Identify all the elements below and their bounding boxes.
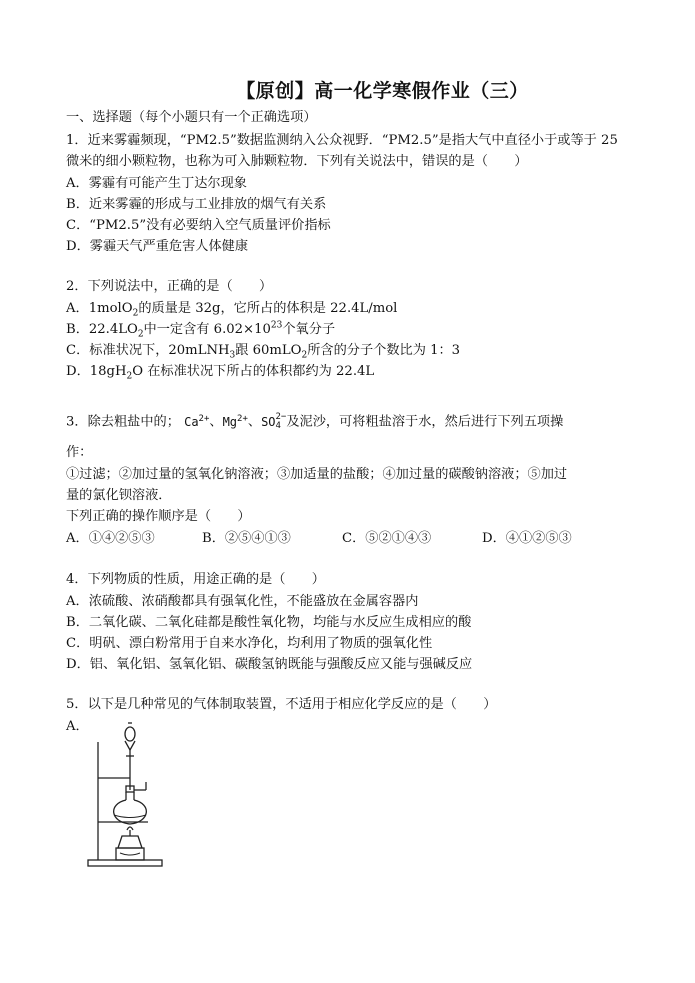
q4-option-b: B．二氧化碳、二氧化硅都是酸性氧化物，均能与水反应生成相应的酸	[66, 615, 472, 630]
q3-option-d: D．④①②⑤③	[482, 531, 572, 546]
q2-a-text: A．1molO	[66, 301, 133, 316]
q2-c-sub2: 2	[301, 350, 308, 361]
q3-option-b: B．②⑤④①③	[202, 531, 291, 546]
q2-option-b	[66, 322, 335, 338]
q2-a-text2: 的质量是 32g，它所占的体积是 22.4L/mol	[138, 301, 398, 316]
q2-option-d	[66, 364, 374, 380]
q5-stem: 5．以下是几种常见的气体制取装置，不适用于相应化学反应的是（ ）	[66, 697, 497, 712]
q3-so-symbol: SO	[261, 414, 276, 429]
q2-c-text2: 跟 60mLO	[235, 343, 302, 358]
q3-stem-line3: ①过滤；②加过量的氢氧化钠溶液；③加适量的盐酸；④加过量的碳酸钠溶液；⑤加过	[66, 467, 568, 482]
q3-options	[66, 531, 572, 547]
q1-stem-line1: 1．近来雾霾频现，“PM2.5”数据监测纳入公众视野．“PM2.5”是指大气中直径小于或等于 25	[66, 133, 618, 148]
q3-text-post: 及泥沙，可将粗盐溶于水，然后进行下列五项操	[286, 414, 564, 430]
q2-d-sub: 2	[126, 371, 133, 382]
q4-option-d: D．铝、氧化铝、氢氧化铝、碳酸氢钠既能与强酸反应又能与强碱反应	[66, 657, 473, 672]
q3-mg-charge: 2+	[237, 413, 248, 424]
q2-a-sub: 2	[132, 308, 139, 319]
stand-base	[88, 860, 162, 866]
q2-c-text: C．标准状况下，20mLNH	[66, 343, 230, 358]
q3-stem-line2: 作：	[66, 445, 93, 460]
q3-sep2: 、	[247, 414, 262, 430]
q4-option-c: C．明矾、漂白粉常用于自来水净化，均利用了物质的强氧化性	[66, 636, 433, 651]
q3-so-subscript: 4	[275, 421, 281, 431]
q3-option-c: C．⑤②①④③	[342, 531, 432, 546]
q3-mg-symbol: Mg	[222, 414, 238, 429]
q3-stem-line4: 量的氯化钡溶液．	[66, 488, 172, 503]
q1-option-a: A．雾霾有可能产生丁达尔现象	[66, 176, 247, 191]
q1-stem-line2: 微米的细小颗粒物，也称为可入肺颗粒物．下列有关说法中，错误的是（ ）	[66, 154, 528, 169]
q2-c-text3: 所含的分子个数比为 1：3	[307, 343, 461, 358]
q2-option-c	[66, 343, 460, 359]
q2-b-text: B．22.4LO	[66, 322, 138, 337]
q3-ion-mg	[223, 415, 248, 429]
q3-option-a: A．①④②⑤③	[66, 531, 155, 546]
q2-option-a	[66, 301, 397, 317]
q2-d-text: D．18gH	[66, 364, 127, 379]
q2-b-text3: 个氧分子	[282, 322, 336, 337]
q2-c-sub1: 3	[229, 350, 236, 361]
q2-b-sup: 23	[270, 320, 283, 331]
q2-b-text2: 中一定含有 6.02×10	[143, 322, 271, 337]
section-heading: 一、选择题（每个小题只有一个正确选项）	[66, 110, 317, 125]
funnel-bulb	[125, 727, 135, 741]
q3-ca-charge: 2+	[198, 413, 210, 424]
q3-text-pre: 3．除去粗盐中的；	[66, 414, 180, 430]
q1-option-c: C．“PM2.5”没有必要纳入空气质量评价指标	[66, 218, 331, 233]
q3-stem-line5: 下列正确的操作顺序是（ ）	[66, 509, 251, 524]
page-title: 【原创】高一化学寒假作业（三）	[236, 80, 529, 102]
alcohol-lamp	[118, 836, 142, 848]
q3-so-charge: 2−	[275, 412, 287, 422]
q1-option-d: D．雾霾天气严重危害人体健康	[66, 239, 249, 254]
q5-option-a-label: A．	[66, 719, 89, 734]
q4-stem: 4．下列物质的性质，用途正确的是（ ）	[66, 572, 325, 587]
round-bottom-flask	[114, 800, 147, 824]
q2-d-text2: O 在标准状况下所占的体积都约为 22.4L	[132, 364, 375, 379]
q4-option-a: A．浓硫酸、浓硝酸都具有强氧化性，不能盛放在金属容器内	[66, 594, 419, 609]
gas-generation-apparatus-figure	[86, 720, 166, 870]
q3-ca-symbol: Ca	[184, 414, 199, 429]
q1-option-b: B．近来雾霾的形成与工业排放的烟气有关系	[66, 197, 327, 212]
q3-ion-ca	[184, 415, 209, 429]
q3-ion-so4	[261, 412, 287, 431]
q3-sep1: 、	[209, 414, 223, 430]
q2-stem: 2．下列说法中，正确的是（ ）	[66, 279, 273, 294]
q3-stem-line1	[66, 413, 563, 431]
q2-b-sub: 2	[137, 329, 144, 340]
